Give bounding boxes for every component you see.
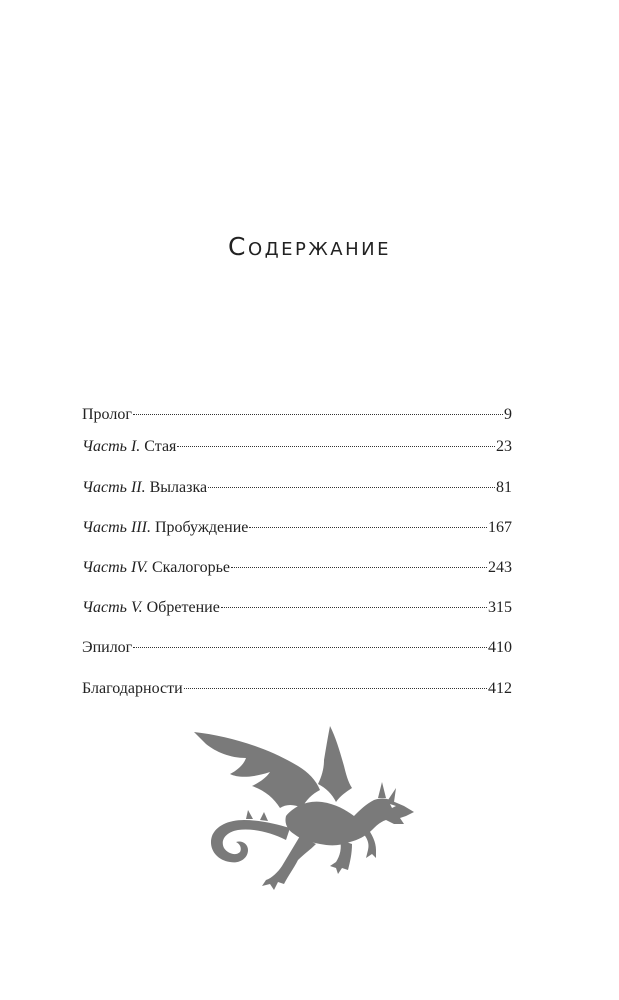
toc-entry xyxy=(82,677,512,701)
toc-entry xyxy=(82,636,512,660)
toc-entry-label xyxy=(82,403,132,427)
dot-leader xyxy=(184,688,487,689)
page-title: Содержание xyxy=(228,232,391,261)
toc-entry xyxy=(82,435,512,459)
toc-entry-label xyxy=(82,435,176,459)
dot-leader xyxy=(249,527,487,528)
toc-entry-label xyxy=(82,677,183,701)
toc-entry-label xyxy=(82,516,248,540)
toc-entry-title: Эпилог xyxy=(82,639,133,656)
dot-leader xyxy=(208,487,495,488)
dragon-icon xyxy=(190,720,420,895)
dot-leader xyxy=(133,414,503,415)
toc-entry-part: Часть III. xyxy=(82,519,151,536)
toc-entry-part: Часть II. xyxy=(82,479,146,496)
toc-entry-page: 23 xyxy=(496,438,512,455)
toc-entry-title: Вылазка xyxy=(145,479,208,496)
toc-entry-label xyxy=(82,556,230,580)
toc-entry-title: Пролог xyxy=(82,406,132,423)
toc-entry xyxy=(82,596,512,620)
toc-entry-label xyxy=(82,636,132,660)
toc-entry-title: Стая xyxy=(140,438,177,455)
dot-leader xyxy=(133,647,487,648)
toc-entry xyxy=(82,476,512,500)
toc-entry-part: Часть V. xyxy=(82,599,143,616)
toc-entry-page: 410 xyxy=(488,639,512,656)
dot-leader xyxy=(177,446,495,447)
toc-entry xyxy=(82,556,512,580)
toc-entry-title: Обретение xyxy=(142,599,220,616)
toc-entry-title: Пробуждение xyxy=(150,519,249,536)
toc-entry-title: Скалогорье xyxy=(148,559,230,576)
toc-entry-page: 243 xyxy=(488,559,512,576)
toc-entry-page: 9 xyxy=(504,406,512,423)
dot-leader xyxy=(221,607,487,608)
toc-entry-page: 412 xyxy=(488,680,512,697)
toc-entry-label xyxy=(82,596,220,620)
toc-entry xyxy=(82,403,512,427)
toc-entry-label xyxy=(82,476,207,500)
dot-leader xyxy=(231,567,487,568)
toc-entry-title: Благодарности xyxy=(82,680,183,697)
toc-entry-page: 81 xyxy=(496,479,512,496)
toc-entry-page: 167 xyxy=(488,519,512,536)
toc-entry-part: Часть I. xyxy=(82,438,141,455)
toc-entry xyxy=(82,516,512,540)
toc-entry-part: Часть IV. xyxy=(82,559,148,576)
toc-entry-page: 315 xyxy=(488,599,512,616)
